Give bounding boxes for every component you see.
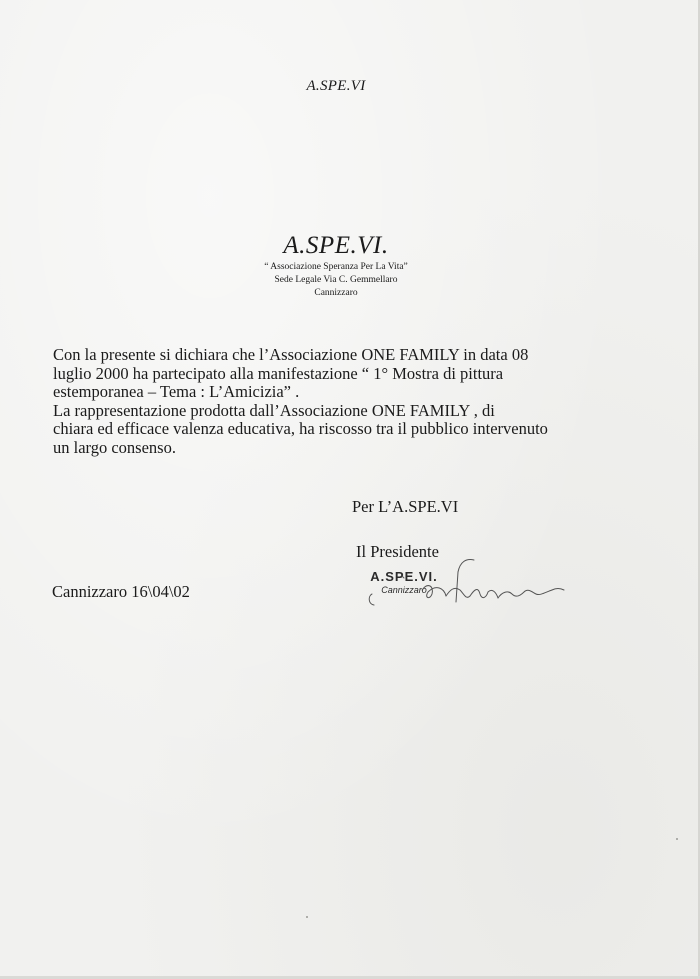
closing-title: Il Presidente — [356, 542, 439, 561]
body-line: La rappresentazione prodotta dall’Associazione ONE FAMILY , di — [53, 400, 495, 420]
handwritten-signature — [362, 552, 572, 618]
letterhead-full-name: “ Associazione Speranza Per La Vita” — [264, 262, 408, 272]
body-line: chiara ed efficace valenza educativa, ha riscosso tra il pubblico intervenuto — [53, 419, 548, 438]
stamp-place: Cannizzaro — [381, 585, 427, 595]
body-line: luglio 2000 ha partecipato alla manifestazione “ 1° Mostra di pittura — [53, 363, 504, 383]
closing-per-line: Per L’A.SPE.VI — [352, 497, 459, 516]
place-date: Cannizzaro 16\04\02 — [52, 582, 190, 601]
letterhead — [0, 231, 672, 300]
paper-speck — [676, 838, 678, 840]
body-line: estemporanea – Tema : L’Amicizia” . — [53, 382, 300, 401]
body-line: Con la presente si dichiara che l’Associazione ONE FAMILY in data 08 — [53, 345, 529, 364]
letterhead-city: Cannizzaro — [314, 288, 358, 298]
declaration-body — [53, 346, 653, 457]
top-header: A.SPE.VI — [306, 78, 366, 94]
body-line: un largo consenso. — [53, 437, 176, 457]
paper-speck — [306, 916, 308, 918]
letterhead-address: Sede Legale Via C. Gemmellaro — [274, 275, 398, 285]
stamp-name: A.SPE.VI. — [370, 569, 438, 584]
letterhead-name: A.SPE.VI. — [283, 232, 389, 259]
